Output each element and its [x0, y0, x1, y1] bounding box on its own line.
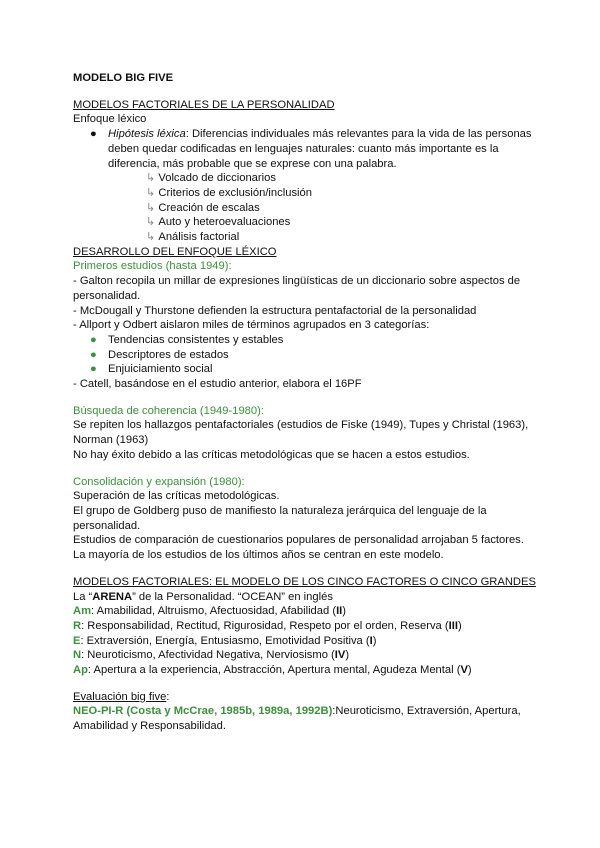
section-heading-modelos-factoriales: MODELOS FACTORIALES DE LA PERSONALIDAD — [73, 98, 335, 111]
subheading-consolidacion: Consolidación y expansión (1980): — [73, 475, 245, 488]
paragraph-line: Se repiten los hallazgos pentafactoriales (estudios de Fiske (1949), Tupes y Christal (1963), Norman (1963) — [73, 419, 529, 447]
step-item: ↳ Volcado de diccionarios — [146, 172, 276, 185]
green-bullet-icon: ● — [90, 363, 97, 376]
hipotesis-label: Hipótesis léxica — [108, 128, 186, 141]
neo-pi-r-text: :Neuroticismo, Extraversión, Apertura, Amabilidad y Responsabilidad. — [73, 705, 521, 733]
section-heading-cinco-factores: MODELOS FACTORIALES: EL MODELO DE LOS CINCO FACTORES O CINCO GRANDES — [73, 575, 536, 588]
factor-letter: N — [73, 649, 82, 662]
paragraph-line: - McDougall y Thurstone defienden la estructura pentafactorial de la personalidad — [73, 304, 477, 317]
bullet-icon: ● — [90, 128, 97, 141]
factor-line-ap: Ap: Apertura a la experiencia, Abstracción, Apertura mental, Agudeza Mental (V) — [73, 664, 472, 677]
factor-letter: R — [73, 619, 82, 632]
paragraph-line: Estudios de comparación de cuestionarios populares de personalidad arrojaban 5 factores. — [73, 534, 524, 547]
subheading-enfoque-lexico: Enfoque léxico — [73, 113, 147, 126]
down-right-arrow-icon: ↳ — [146, 186, 156, 199]
paragraph-line: - Allport y Odbert aislaron miles de términos agrupados en 3 categorías: — [73, 319, 430, 332]
paragraph-line: No hay éxito debido a las críticas metodológicas que se hacen a estos estudios. — [73, 448, 470, 461]
step-item: ↳ Criterios de exclusión/inclusión — [146, 186, 312, 199]
factor-letter: E — [73, 634, 81, 647]
document-title: MODELO BIG FIVE — [73, 72, 174, 84]
down-right-arrow-icon: ↳ — [146, 172, 156, 185]
factor-letter: Am — [73, 605, 92, 618]
bullet-hipotesis-lexica — [73, 127, 533, 171]
down-right-arrow-icon: ↳ — [146, 201, 156, 214]
category-item: ● Tendencias consistentes y estables — [90, 333, 284, 346]
paragraph-line: - Galton recopila un millar de expresiones lingüísticas de un diccionario sobre aspectos de personalidad. — [73, 275, 521, 302]
green-bullet-icon: ● — [90, 348, 97, 361]
factor-line-r: R: Responsabilidad, Rectitud, Rigurosidad, Respeto por el orden, Reserva (III) — [73, 619, 462, 632]
hipotesis-text: : Diferencias individuales más relevantes para la vida de las personas deben quedar codificadas en lenguajes naturales: cuanto más importante es la diferencia, más probable que se exprese con una palabra. — [108, 128, 532, 170]
paragraph-line: - Catell, basándose en el estudio anterior, elabora el 16PF — [73, 378, 362, 391]
step-item: ↳ Creación de escalas — [146, 201, 260, 214]
down-right-arrow-icon: ↳ — [146, 231, 156, 244]
section-heading-desarrollo: DESARROLLO DEL ENFOQUE LÉXICO — [73, 245, 277, 258]
arena-line: La “ARENA” de la Personalidad. “OCEAN” en inglés — [73, 590, 333, 603]
arena-word: ARENA — [92, 590, 133, 603]
factor-line-am: Am: Amabilidad, Altruismo, Afectuosidad, Afabilidad (II) — [73, 605, 347, 618]
neo-pi-r-label: NEO-PI-R (Costa y McCrae, 1985b, 1989a, 1992B) — [73, 705, 333, 718]
step-item: ↳ Análisis factorial — [146, 231, 240, 244]
category-item: ● Descriptores de estados — [90, 348, 229, 361]
document-body — [73, 71, 543, 734]
subheading-busqueda-coherencia: Búsqueda de coherencia (1949-1980): — [73, 404, 264, 417]
factor-line-n: N: Neuroticismo, Afectividad Negativa, Nerviosismo (IV) — [73, 649, 350, 662]
evaluation-heading: Evaluación big five: — [73, 690, 170, 703]
factor-line-e: E: Extraversión, Energía, Entusiasmo, Emotividad Positiva (I) — [73, 634, 377, 647]
green-bullet-icon: ● — [90, 333, 97, 346]
subheading-primeros-estudios: Primeros estudios (hasta 1949): — [73, 260, 232, 273]
neo-pi-r-line — [73, 704, 543, 733]
paragraph-line: La mayoría de los estudios de los últimos años se centran en este modelo. — [73, 549, 444, 562]
paragraph-line: Superación de las críticas metodológicas. — [73, 490, 280, 503]
step-item: ↳ Auto y heteroevaluaciones — [146, 216, 291, 229]
category-item: ● Enjuiciamiento social — [90, 363, 213, 376]
paragraph-line: El grupo de Goldberg puso de manifiesto la naturaleza jerárquica del lenguaje de la personalidad. — [73, 504, 487, 532]
factor-letter: Ap — [73, 664, 88, 677]
down-right-arrow-icon: ↳ — [146, 216, 156, 229]
